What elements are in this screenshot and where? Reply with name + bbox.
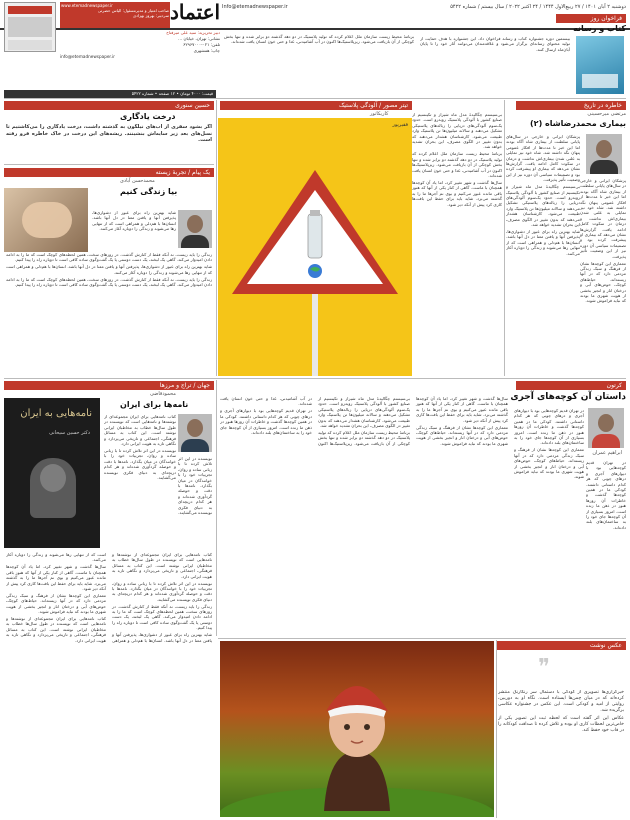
child-photo [220, 641, 494, 817]
left-middle-author: محمودقاضی [150, 391, 176, 397]
middle-paragraph: برنامهٔ محیط زیست سازمان ملل اعلام کرده که تولید پلاستیک در دو دهه گذشته دو برابر شده و تنها بخش کوچکی از آن بازیافت می‌شود. ریزپلاستیک‌ها اکنون در آب آشامیدنی، غذا و حتی خون انسان یافت شده‌اند. [220, 396, 410, 446]
article-paragraph: شاید بهترین راه برای عبور از دشواری‌ها، پذیرفتن آنها و یافتن معنا در دل آنها باشد. انسان‌ها با هم‌دلی و همراهی است که از تنهایی رها می‌شوند و زندگی را دوباره آغاز می‌کنند. [506, 228, 580, 256]
author-name: مرتضی میرحسینی [587, 111, 626, 117]
warning-sign-icon [218, 118, 412, 376]
book-cover-dark [4, 398, 100, 548]
divider [218, 638, 626, 639]
bottom-text [498, 690, 624, 816]
middle-text-right-2: در تهران قدیم کوچه‌هایی بود با دیوارهای آجری و درهای چوبی که هر کدام داستانی داشتند. کودکی ما در همین کوچه‌ها گذشت و خاطرات آن روزها هنوز در ذهن ما زنده است. امروز بسیاری از آن کوچه‌ها جای خود را به ساختمان‌های بلند داده‌اند. [586, 460, 626, 530]
left-middle-paragraph: سال‌ها گذشت و شهر تغییر کرد، اما یاد آن کوچه‌ها همچنان با ماست. گاهی از کنار یکی از آنها که هنوز باقی مانده عبور می‌کنیم و بوی نم آجرها ما را به گذشته می‌برد. شاید باید برای حفظ این بافت‌ها کاری کرد پیش از آنکه دیر شود. [6, 564, 106, 591]
left-paragraph: زندگی را باید زیست، نه آنکه فقط از کنارش گذشت. در روزهای سخت، همین لحظه‌های کوچک است که ما را به ادامه دادن امیدوار می‌کند. گاهی یک لبخند، یک دست دوستی یا یک گفت‌وگوی ساده کافی است تا دوباره راه را پیدا کنیم. [6, 276, 212, 288]
top-header [0, 0, 630, 30]
child-photo-caption [493, 641, 494, 642]
divider [4, 164, 214, 165]
quote-icon: ❞ [538, 655, 550, 680]
hands-photo [4, 188, 88, 252]
author-photo-3 [588, 408, 624, 448]
center-paragraph: برنامهٔ محیط زیست سازمان ملل اعلام کرده که تولید پلاستیک در دو دهه گذشته دو برابر شده و تنها بخش کوچکی از آن بازیافت می‌شود. ریزپلاستیک‌ها اکنون در آب آشامیدنی، غذا و حتی خون انسان یافت شده‌اند. [412, 151, 502, 178]
section-label-left [4, 101, 214, 110]
email-link[interactable]: Info@etemadnewspaper.ir [222, 4, 288, 10]
masthead-line2: سردبیر: بهروز بهزادی [133, 13, 169, 18]
masthead-footer-text: قیمت: ۴۰۰۰ تومان • ۱۲ صفحه • شماره ۵۴۲۲ [131, 91, 213, 96]
left-middle-paragraph: معماری این کوچه‌ها نشان از فرهنگ و سبک زندگی مردمی دارد که در آنها زیسته‌اند. حیاط‌های کوچک، حوض‌های آبی و درختان انار و انجیر بخشی از هویت شهری ما بودند که نباید فراموش شوند. [6, 592, 106, 615]
masthead-footer [4, 90, 216, 98]
middle-text-center [220, 396, 508, 636]
middle-paragraph: سال‌ها گذشت و شهر تغییر کرد، اما یاد آن کوچه‌ها همچنان با ماست. گاهی از کنار یکی از آنها که هنوز باقی مانده عبور می‌کنیم و بوی نم آجرها ما را به گذشته می‌برد. شاید باید برای حفظ این بافت‌ها کاری کرد پیش از آنکه دیر شود. [416, 396, 508, 423]
author-photo-4 [178, 414, 212, 452]
author-photo [586, 134, 622, 174]
bottom-paragraph: عکاس این اثر گفته است که لحظه ثبت این تصویر یکی از خاص‌ترین لحظات کاری او بوده و تلاش کرده تا صداقت کودکانه را در قاب خود حفظ کند. [498, 715, 624, 733]
left-middle-paragraph: کتاب نامه‌هایی برای ایران مجموعه‌ای از نوشته‌ها و نامه‌هایی است که نویسنده در طول سال‌ها خطاب به مخاطبان ایرانی نوشته است. این کتاب به مسائل فرهنگی، اجتماعی و تاریخی می‌پردازد و نگاهی تازه به هویت ایرانی دارد. [112, 552, 212, 579]
left-text-3: شاید بهترین راه برای عبور از دشواری‌ها، پذیرفتن آنها و یافتن معنا در دل آنها باشد. انسان‌ها با هم‌دلی و همراهی است که از تنهایی رها می‌شوند و زندگی را دوباره آغاز می‌کنند. [92, 210, 176, 232]
site-url [60, 2, 170, 28]
middle-author: ابراهیم عمران [592, 450, 622, 456]
left-middle-title: نامه‌ها برای ایران [120, 400, 189, 409]
left-middle-text-3 [6, 552, 212, 818]
divider [4, 98, 626, 99]
left-middle-paragraph: کتاب نامه‌هایی برای ایران مجموعه‌ای از نوشته‌ها و نامه‌هایی است که نویسنده در طول سال‌ها خطاب به مخاطبان ایرانی نوشته است. این کتاب به مسائل فرهنگی، اجتماعی و تاریخی می‌پردازد و نگاهی تازه به هویت ایرانی دارد. [6, 615, 106, 643]
masthead-line3: دبیر تحریریه: سید علی میرفتاح [166, 30, 220, 35]
left-text-2 [6, 252, 212, 376]
divider [216, 100, 217, 376]
child-figure-icon [220, 641, 494, 817]
section-label-cartoon-2: کرتون [516, 381, 626, 390]
left-middle-paragraph: شاید بهترین راه برای عبور از دشواری‌ها، پذیرفتن آنها و یافتن معنا در دل آنها باشد. انسان‌ها با هم‌دلی و همراهی است که از تنهایی رها می‌شوند و زندگی را دوباره آغاز می‌کنند. [6, 552, 212, 643]
section-label-photo: عکس نوشت [496, 641, 626, 650]
book-cover-image [576, 36, 624, 94]
divider [496, 640, 497, 818]
section-label-world: جهان / تراج و مرزها [4, 381, 214, 390]
section-label-history: خاطره در تاریخ [516, 101, 626, 110]
center-column-text [412, 112, 502, 376]
illustrator-signature: فقیرپور [392, 122, 408, 128]
middle-paragraph: معماری این کوچه‌ها نشان از فرهنگ و سبک زندگی مردمی دارد که در آنها زیسته‌اند. حیاط‌های کوچک، حوض‌های آبی و درختان انار و انجیر بخشی از هویت شهری ما بودند که نباید فراموش شوند. [514, 447, 584, 480]
divider [504, 100, 505, 376]
bottom-paragraph: خبرگزاری‌ها تصویری از کودکی با دستمال سر رنگارنگ منتشر کرده‌اند که در میان چمن‌ها ایستاده است. نگاه او به دوربین، روایتی از امید و کودکی است. این عکس در جشنواره عکاسی برگزیده شد. [498, 690, 624, 713]
article-paragraph: پزشکان ایرانی و خارجی در سال‌های پایانی سلطنت از بیماری شاه آگاه بودند اما این خبر تا مدت‌ها از افکار عمومی پنهان نگه داشته شد. شاه خود نیز تمایلی به علنی شدن بیماری‌اش نداشت و درمان در سکوت کامل ادامه یافت. گزارش‌ها نشان می‌دهد که بیماری او پیشرفت کرده بود و تصمیمات سیاسی آن دوره نیز از این وضعیت تأثیر پذیرفت. [506, 134, 580, 183]
center-paragraph: بی‌سیستم چگالیدهٔ مدل ماه شیراز و تکینسیم از صنایع کشور با آلودگی پلاستیک روبه‌رو است. حدود یک‌سوم آلودگی‌های دریایی را زباله‌های پلاستیکی تشکیل می‌دهند و سالانه میلیون‌ها تن پلاستیک وارد طبیعت می‌شود. کارشناسان هشدار می‌دهند که بدون تغییر در الگوی مصرف، این بحران تشدید خواهد شد. [412, 112, 502, 150]
middle-paragraph: در تهران قدیم کوچه‌هایی بود با دیوارهای آجری و درهای چوبی که هر کدام داستانی داشتند. کودکی ما در همین کوچه‌ها گذشت و خاطرات آن روزها هنوز در ذهن ما زنده است. امروز بسیاری از آن کوچه‌ها جای خود را به ساختمان‌های بلند داده‌اند. [220, 408, 312, 435]
author-photo-2 [178, 210, 212, 248]
site-url-2[interactable]: info@etemadnewspaper.ir [60, 54, 115, 59]
article-paragraph: پزشکان ایرانی و خارجی در سال‌های پایانی سلطنت از بیماری شاه آگاه بودند اما این خبر تا مدت‌ها از افکار عمومی پنهان نگه داشته شد. شاه خود نیز تمایلی به علنی شدن بیماری‌اش نداشت و درمان در سکوت کامل ادامه یافت. گزارش‌ها نشان می‌دهد که بیماری او پیشرفت کرده بود و تصمیمات سیاسی آن دوره نیز از این وضعیت تأثیر پذیرفت. [580, 178, 626, 259]
middle-title: داستان آن کوچه‌های آجری [510, 392, 626, 402]
article-title: بیماری محمدرضاشاه (۲) [530, 119, 626, 128]
masthead-line4: نشانی: تهران، خیابان ... [178, 36, 220, 41]
logo: اعتماد [170, 0, 221, 24]
book-cover-title: نامه‌هایی به ایران [20, 408, 92, 419]
cartoon-caption: کاریکاتور [370, 111, 389, 117]
cartoon-illustration [218, 118, 412, 376]
book-cover-author: دکتر حسین سیحانی [49, 430, 90, 436]
top-center-text: برنامهٔ محیط زیست سازمان ملل اعلام کرده که تولید پلاستیک در دو دهه گذشته دو برابر شده و تنها بخش کوچکی از آن بازیافت می‌شود. ریزپلاستیک‌ها اکنون در آب آشامیدنی، غذا و حتی خون انسان یافت شده‌اند. [224, 34, 414, 45]
masthead-line6: چاپ: همشهری [193, 48, 220, 53]
book-title: کتاب و رسانه [573, 24, 626, 33]
left-text: اگر بشود سفری از آب‌های نیلگون به گذشته داشت، درخت یادگاری را می‌کاشتیم تا نسل‌های بعد زیر سایه‌اش بنشینند. ریشه‌های این درخت در خاک خاطره فرو رفته است. [6, 124, 212, 143]
section-label-call: فراخوان روز [556, 14, 626, 23]
masthead-block [60, 30, 220, 88]
left-paragraph: شاید بهترین راه برای عبور از دشواری‌ها، پذیرفتن آنها و یافتن معنا در دل آنها باشد. انسان‌ها با هم‌دلی و همراهی است که از تنهایی رها می‌شوند و زندگی را دوباره آغاز می‌کنند. [6, 264, 212, 275]
site-url-text[interactable]: www.etemadnewspaper.ir [61, 3, 113, 8]
left-middle-paragraph: کتاب نامه‌هایی برای ایران مجموعه‌ای از نوشته‌ها و نامه‌هایی است که نویسنده در طول سال‌ها خطاب به مخاطبان ایرانی نوشته است. این کتاب به مسائل فرهنگی، اجتماعی و تاریخی می‌پردازد و نگاهی تازه به هویت ایرانی دارد. [104, 414, 176, 447]
left-middle-paragraph: نویسنده در این اثر تلاش کرده تا با زبانی ساده و روان، تجربیات خود را با خوانندگان در میان بگذارد. نامه‌ها با دقت و حوصله گردآوری شده‌اند و هر کدام دریچه‌ای به دنیای فکری نویسنده می‌گشایند. [104, 447, 176, 480]
date-line: دوشنبه ۲ آبان ۱۴۰۱ / ۲۷ ربیع‌الاول ۱۴۴۴ / ۲۴ اکتبر ۲۰۲۲ / سال بیستم / شماره ۵۴۲۲ [450, 4, 626, 10]
left-middle-paragraph: نویسنده در این اثر تلاش کرده تا با زبانی ساده و روان، تجربیات خود را با خوانندگان در میان بگذارد. نامه‌ها با دقت و حوصله گردآوری شده‌اند و هر کدام دریچه‌ای به دنیای فکری نویسنده می‌گشایند. [112, 580, 212, 602]
left-title-2: بیا زندگی کنیم [120, 187, 178, 196]
masthead-line1: صاحب امتیاز و مدیرمسئول: الیاس حضرتی [97, 8, 169, 13]
left-middle-text [104, 414, 176, 550]
article-paragraph: بی‌سیستم چگالیدهٔ مدل ماه شیراز و تکینسیم از صنایع کشور با آلودگی پلاستیک روبه‌رو است. حدود یک‌سوم آلودگی‌های دریایی را زباله‌های پلاستیکی تشکیل می‌دهند و سالانه میلیون‌ها تن پلاستیک وارد طبیعت می‌شود. کارشناسان هشدار می‌دهند که بدون تغییر در الگوی مصرف، این بحران تشدید خواهد شد. [506, 184, 580, 227]
section-label-message: یک پیام / تجربهٔ زیسته [4, 168, 214, 177]
left-author: محمدحسن آبادی [120, 178, 155, 184]
article-paragraph: معماری این کوچه‌ها نشان از فرهنگ و سبک زندگی مردمی دارد که در آنها زیسته‌اند. حیاط‌های کوچک، حوض‌های آبی و درختان انار و انجیر بخشی از هویت شهری ما بودند که نباید فراموش شوند. [580, 260, 626, 304]
article-text-2 [580, 178, 626, 374]
middle-paragraph: بی‌سیستم چگالیدهٔ مدل ماه شیراز و تکینسیم از صنایع کشور با آلودگی پلاستیک روبه‌رو است. حدود یک‌سوم آلودگی‌های دریایی را زباله‌های پلاستیکی تشکیل می‌دهند و سالانه میلیون‌ها تن پلاستیک وارد طبیعت می‌شود. کارشناسان هشدار می‌دهند که بدون تغییر در الگوی مصرف، این بحران تشدید خواهد شد. [318, 396, 410, 429]
center-paragraph: سال‌ها گذشت و شهر تغییر کرد، اما یاد آن کوچه‌ها همچنان با ماست. گاهی از کنار یکی از آنها که هنوز باقی مانده عبور می‌کنیم و بوی نم آجرها ما را به گذشته می‌برد. شاید باید برای حفظ این بافت‌ها کاری کرد پیش از آنکه دیر شود. [412, 179, 502, 207]
left-paragraph: زندگی را باید زیست، نه آنکه فقط از کنارش گذشت. در روزهای سخت، همین لحظه‌های کوچک است که ما را به ادامه دادن امیدوار می‌کند. گاهی یک لبخند، یک دست دوستی یا یک گفت‌وگوی ساده کافی است تا دوباره راه را پیدا کنیم. [6, 252, 212, 263]
left-middle-paragraph: زندگی را باید زیست، نه آنکه فقط از کنارش گذشت. در روزهای سخت، همین لحظه‌های کوچک است که ما را به ادامه دادن امیدوار می‌کند. گاهی یک لبخند، یک دست دوستی یا یک گفت‌وگوی ساده کافی است تا دوباره راه را پیدا کنیم. [112, 603, 212, 631]
masthead-line5: تلفن: ۰۲۱-۶۲۹۶۷۰۰۰ [183, 42, 220, 47]
section-label-cartoon: تیتر مصور / آلودگی پلاستیک [220, 101, 412, 110]
middle-text-right [514, 408, 584, 636]
article-text [506, 134, 580, 374]
front-page-thumbnail [4, 2, 56, 52]
middle-paragraph: در تهران قدیم کوچه‌هایی بود با دیوارهای آجری و درهای چوبی که هر کدام داستانی داشتند. کودکی ما در همین کوچه‌ها گذشت و خاطرات آن روزها هنوز در ذهن ما زنده است. امروز بسیاری از آن کوچه‌ها جای خود را به ساختمان‌های بلند داده‌اند. [514, 408, 584, 446]
divider [4, 378, 626, 379]
left-section-label: حسین سنوری [175, 102, 210, 109]
left-middle-text-2: نویسنده در این اثر تلاش کرده تا با زبانی ساده و روان، تجربیات خود را با خوانندگان در میان بگذارد. نامه‌ها با دقت و حوصله گردآوری شده‌اند و هر کدام دریچه‌ای به دنیای فکری نویسنده می‌گشایند. [178, 456, 212, 516]
left-title: درخت یادگاری [120, 112, 176, 121]
middle-paragraph: معماری این کوچه‌ها نشان از فرهنگ و سبک زندگی مردمی دارد که در آنها زیسته‌اند. حیاط‌های کوچک، حوض‌های آبی و درختان انار و انجیر بخشی از هویت شهری ما بودند که نباید فراموش شوند. [416, 424, 508, 446]
divider [216, 380, 217, 636]
book-text: بیستمین دوره جشنواره کتاب و رسانه فراخوان داد. این جشنواره با هدف حمایت از تولید محتوای رسانه‌ای برگزار می‌شود و علاقه‌مندان می‌توانند آثار خود را تا پایان آبان‌ماه ارسال کنند. [420, 36, 570, 52]
